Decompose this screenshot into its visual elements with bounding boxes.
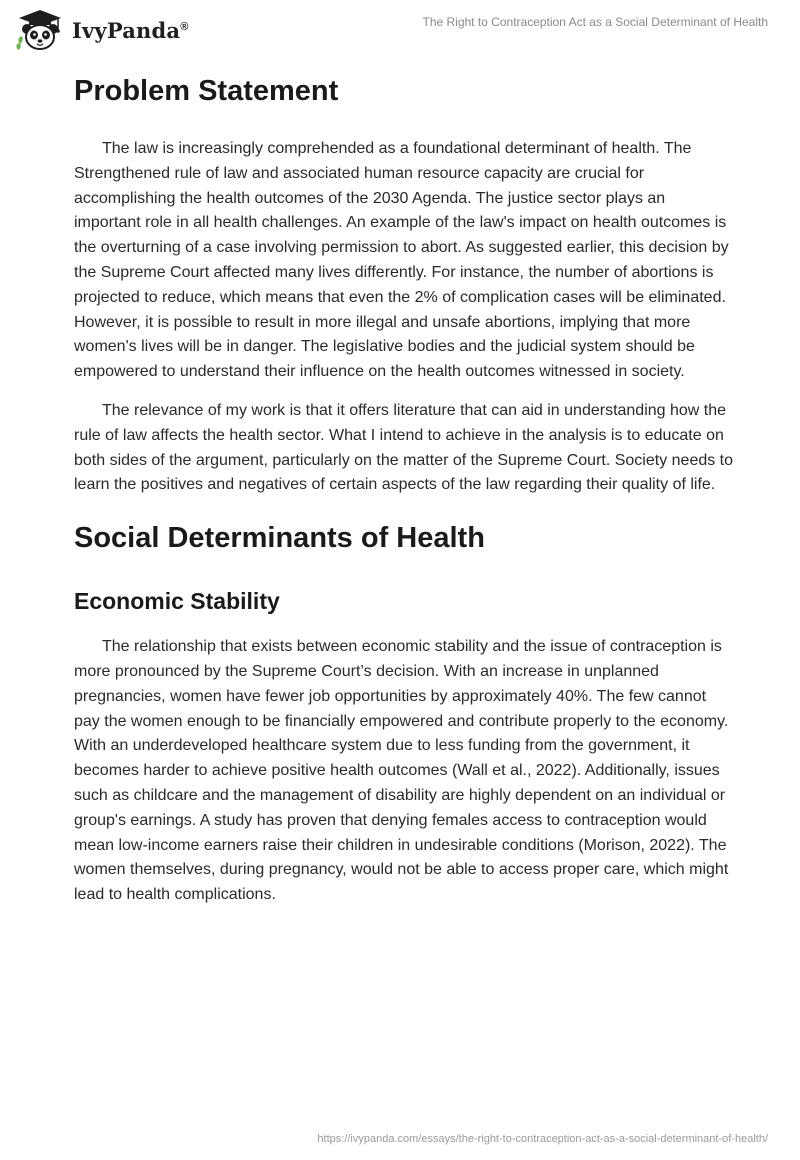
page-header: [0, 0, 800, 56]
source-url[interactable]: https://ivypanda.com/essays/the-right-to-contraception-act-as-a-social-determinant-of-health/: [317, 1133, 768, 1145]
ivypanda-logo[interactable]: [14, 8, 189, 52]
logo-text: IvyPanda: [72, 17, 181, 43]
registered-mark: ®: [180, 20, 189, 33]
essay-content: [74, 70, 734, 908]
heading-social-determinants: Social Determinants of Health: [74, 522, 485, 555]
paragraph-economic-stability: The relationship that exists between economic stability and the issue of contraception is more pronounced by the Supreme Court’s decision. With an increase in unplanned pregnancies, women have fewer job opportunities by approximately 40%. The few cannot pay the women enough to be financially empowered and contribute properly to the economy. With an underdeveloped healthcare system due to less funding from the government, it becomes harder to achieve positive health outcomes (Wall et al., 2022). Additionally, issues such as childcare and the management of disability are highly dependent on an individual or group's earnings. A study has proven that denying females access to contraception would mean low-income earners raise their children in undesirable conditions (Morison, 2022). The women themselves, during pregnancy, would not be able to access proper care, which might lead to health complications.: [74, 638, 729, 904]
paragraph-problem-1: The law is increasingly comprehended as a foundational determinant of health. The Strengthened rule of law and associated human resource capacity are crucial for accomplishing the health outcomes of the 2030 Agenda. The justice sector plays an important role in all health challenges. An example of the law's impact on health outcomes is the overturning of a case involving permission to abort. As suggested earlier, this decision by the Supreme Court affected many lives differently. For instance, the number of abortions is projected to reduce, which means that even the 2% of complication cases will be eliminated. However, it is possible to result in more illegal and unsafe abortions, implying that more women's lives will be in danger. The legislative bodies and the judicial system should be empowered to understand their influence on the health outcomes witnessed in society.: [74, 140, 729, 381]
logo-wordmark: [72, 18, 189, 43]
heading-economic-stability: Economic Stability: [74, 588, 280, 615]
panda-graduate-icon: [14, 8, 66, 52]
document-title: The Right to Contraception Act as a Social Determinant of Health: [422, 15, 768, 29]
heading-problem-statement: Problem Statement: [74, 75, 339, 107]
paragraph-problem-2: The relevance of my work is that it offers literature that can aid in understanding how the rule of law affects the health sector. What I intend to achieve in the analysis is to educate on both sides of the argument, particularly on the matter of the Supreme Court. Society needs to learn the positives and negatives of certain aspects of the law regarding their quality of life.: [74, 401, 734, 494]
